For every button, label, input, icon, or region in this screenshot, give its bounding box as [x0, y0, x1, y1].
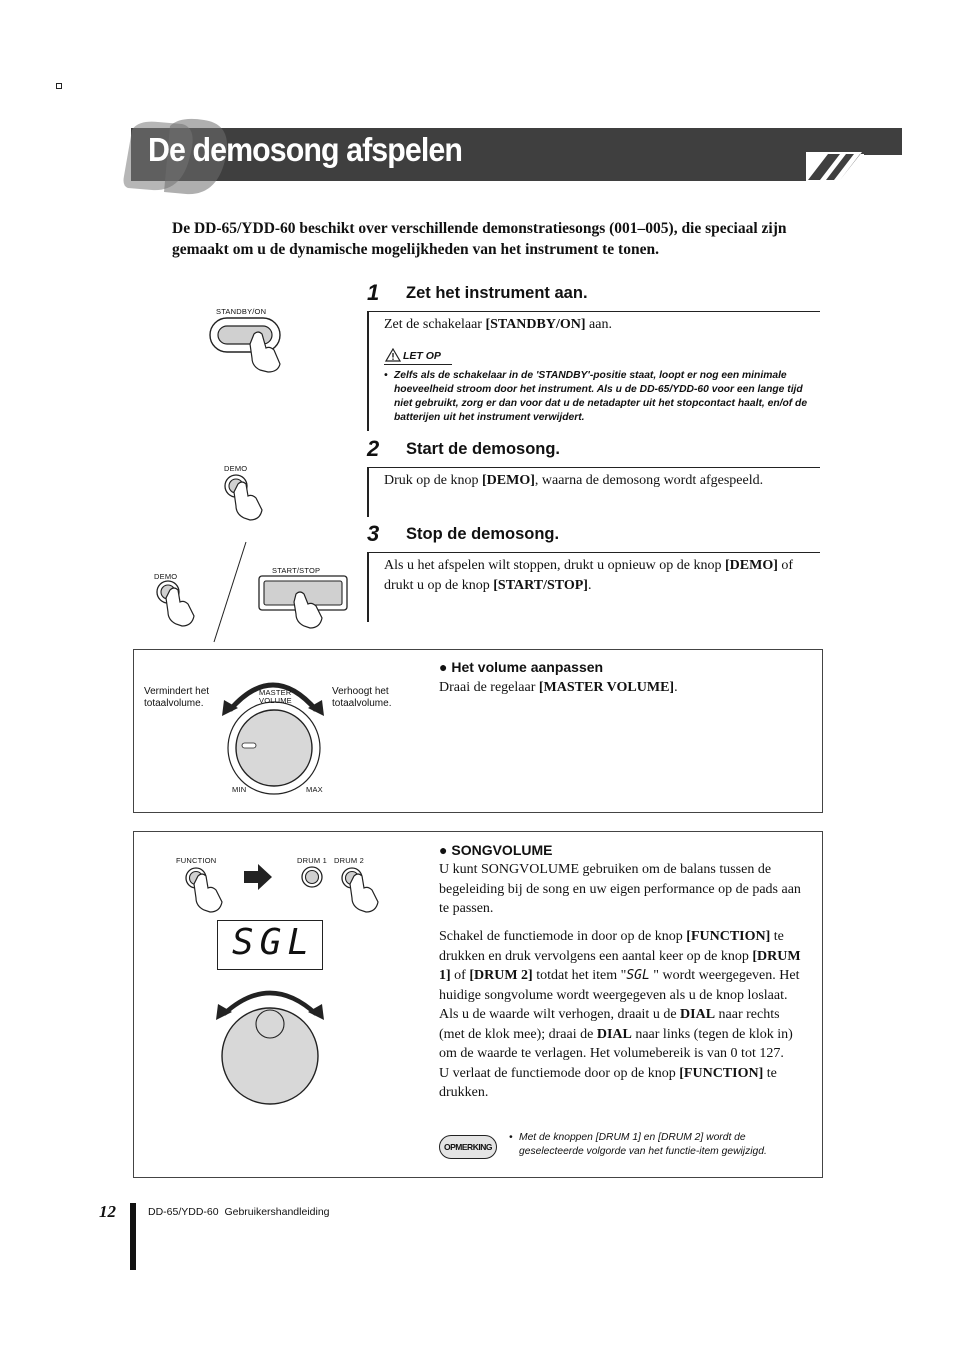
drum1-label: DRUM 1	[297, 856, 327, 865]
songvolume-para1: U kunt SONGVOLUME gebruiken om de balans tussen de begeleiding bij de song en uw eigen performance op de pads aan te passen.	[439, 862, 801, 916]
step-3-title: Stop de demosong.	[406, 525, 560, 543]
note-text: Met de knoppen [DRUM 1] en [DRUM 2] wordt de geselecteerde volgorde van het functie-item gewijzigd.	[519, 1132, 767, 1157]
divider-slash	[210, 540, 250, 644]
volume-text: Draai de regelaar [MASTER VOLUME].	[439, 680, 678, 695]
drum2-button-illustration	[338, 864, 388, 914]
step-3-rule	[368, 552, 820, 553]
step-1-title: Zet het instrument aan.	[406, 284, 588, 302]
volume-increase-label: Verhoogt het totaalvolume.	[332, 686, 392, 709]
caution-label: LET OP	[403, 350, 441, 362]
step-1-number: 1	[367, 280, 380, 305]
volume-decrease-label: Vermindert het totaalvolume.	[144, 686, 210, 709]
page-number: 12	[99, 1202, 116, 1221]
demo-button-illustration-2	[152, 578, 202, 628]
step-2-number: 2	[367, 436, 380, 461]
step-1-rule	[368, 311, 820, 312]
step-2-title: Start de demosong.	[406, 440, 561, 458]
caution-text: Zelfs als de schakelaar in de 'STANDBY'-positie staat, loopt er nog een minimale hoeveelheid stroom door het instrument. Als u de DD-65/YDD-60 voor een lange tijd niet gebruikt, zorg er dan voor dat u de netadapter uit het stopcontact haalt, en/of de batterijen uit het instrument verwijdert.	[394, 370, 808, 423]
demo-button-illustration	[220, 472, 270, 522]
step-2-rule	[368, 467, 820, 468]
demo-label: DEMO	[224, 464, 248, 473]
drum1-button-illustration	[300, 864, 326, 890]
step-3-bar	[367, 552, 369, 622]
step-1-bar	[367, 311, 369, 431]
demo-label-2: DEMO	[154, 572, 178, 581]
footer-bar	[130, 1203, 136, 1270]
step-2-text: Druk op de knop [DEMO], waarna de demosong wordt afgespeeld.	[384, 473, 764, 488]
volume-heading: ● Het volume aanpassen	[439, 659, 604, 675]
function-label: FUNCTION	[176, 856, 217, 865]
standby-label: STANDBY/ON	[216, 307, 267, 316]
note-badge: OPMERKING	[439, 1135, 497, 1159]
warning-icon	[385, 348, 401, 362]
intro-paragraph: De DD-65/YDD-60 beschikt over verschillende demonstratiesongs (001–005), die speciaal zijn gemaakt om u de dynamische mogelijkheden van het instrument te tonen.	[172, 220, 787, 258]
songvolume-heading: ● SONGVOLUME	[439, 842, 553, 858]
songvolume-para2: Schakel de functiemode in door op de knop [FUNCTION] te drukken en druk vervolgens een aantal keer op de knop [DRUM 1] of [DRUM 2] totdat het item "SGL " wordt weergegeven. Het huidige songvolume wordt weergegeven als u de knop loslaat. Als u de waarde wilt verhogen, draait u de DIAL naar rechts (met de klok mee); draai de DIAL naar links (tegen de klok in) om de waarde te verlagen. Het volumebereik is van 0 tot 127. U verlaat de functiemode door op de knop [FUNCTION] te drukken.	[439, 929, 801, 1100]
lcd-text: SGL	[232, 922, 316, 963]
max-label: MAX	[306, 785, 323, 794]
master-label-2: VOLUME	[259, 696, 292, 705]
dial-illustration	[212, 982, 328, 1110]
page-title: De demosong afspelen	[148, 131, 462, 168]
arrow-right-icon	[244, 864, 272, 890]
standby-button-illustration	[206, 314, 290, 374]
note-bullet: •	[509, 1132, 513, 1143]
master-label-1: MASTER	[259, 688, 292, 697]
start-stop-label: START/STOP	[272, 566, 321, 575]
title-stripes	[806, 152, 902, 182]
step-2-bar	[367, 467, 369, 517]
caution-bullet: •	[384, 370, 388, 381]
corner-mark	[56, 83, 62, 89]
start-stop-button-illustration	[256, 574, 352, 630]
footer-text: DD-65/YDD-60 Gebruikershandleiding	[148, 1206, 330, 1218]
drum2-label: DRUM 2	[334, 856, 364, 865]
min-label: MIN	[232, 785, 247, 794]
step-3-text: Als u het afspelen wilt stoppen, drukt u opnieuw op de knop [DEMO] of drukt u op de knop [START/STOP].	[384, 558, 794, 593]
step-1-text: Zet de schakelaar [STANDBY/ON] aan.	[384, 317, 612, 332]
caution-underline	[384, 364, 452, 365]
function-button-illustration	[182, 864, 232, 914]
step-3-number: 3	[367, 521, 380, 546]
